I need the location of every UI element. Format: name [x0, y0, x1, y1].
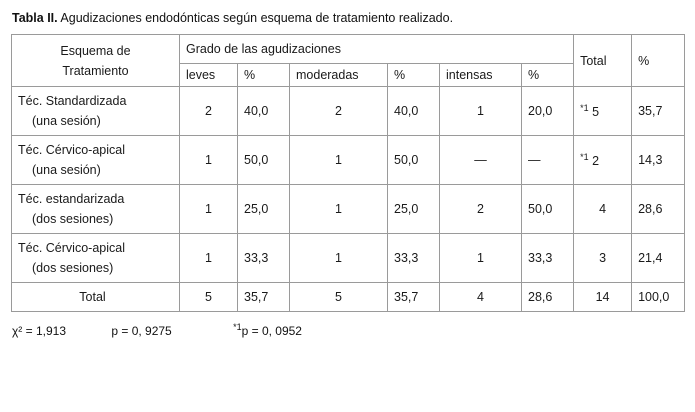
total-moderadas: 5	[290, 283, 388, 312]
cell-total-value: 5	[592, 105, 600, 120]
caption-text: Agudizaciones endodónticas según esquema de tratamiento realizado.	[60, 11, 454, 25]
cell-pct-total: 28,6	[632, 185, 685, 234]
cell-pct-intensas: 33,3	[522, 234, 574, 283]
table-total-row	[12, 283, 685, 312]
cell-pct-intensas: 20,0	[522, 87, 574, 136]
footnote-marker: *1	[233, 322, 242, 332]
table-header-top-row	[12, 35, 685, 64]
header-esquema-line1: Esquema de	[60, 43, 131, 58]
table-row	[12, 136, 685, 185]
header-pct-moderadas: %	[388, 64, 440, 87]
footnote-marker: *1	[580, 102, 589, 113]
total-pct: 100,0	[632, 283, 685, 312]
cell-leves: 1	[180, 136, 238, 185]
cell-pct-leves: 50,0	[238, 136, 290, 185]
cell-leves: 2	[180, 87, 238, 136]
total-pct-moderadas: 35,7	[388, 283, 440, 312]
cell-moderadas: 1	[290, 136, 388, 185]
footnote-p-value-marked	[233, 322, 302, 338]
row-label-line2: (dos sesiones)	[32, 212, 114, 226]
row-label	[12, 185, 180, 234]
cell-intensas: 1	[440, 234, 522, 283]
footnote-chi-square: χ² = 1,913	[12, 324, 66, 338]
cell-pct-leves: 33,3	[238, 234, 290, 283]
row-label-line1: Téc. estandarizada	[18, 192, 125, 206]
cell-pct-leves: 40,0	[238, 87, 290, 136]
cell-moderadas: 1	[290, 185, 388, 234]
row-label	[12, 136, 180, 185]
header-total: Total	[574, 35, 632, 87]
cell-pct-intensas: —	[522, 136, 574, 185]
total-pct-leves: 35,7	[238, 283, 290, 312]
cell-pct-intensas: 50,0	[522, 185, 574, 234]
table-row	[12, 87, 685, 136]
cell-total: 4	[574, 185, 632, 234]
table-footnotes	[12, 322, 685, 338]
cell-total: 3	[574, 234, 632, 283]
row-label-line1: Téc. Cérvico-apical	[18, 143, 125, 157]
table-row	[12, 234, 685, 283]
header-pct-intensas: %	[522, 64, 574, 87]
cell-pct-total: 35,7	[632, 87, 685, 136]
total-leves: 5	[180, 283, 238, 312]
total-row-label: Total	[12, 283, 180, 312]
header-moderadas: moderadas	[290, 64, 388, 87]
header-grado-agudizaciones: Grado de las agudizaciones	[180, 35, 574, 64]
row-label	[12, 87, 180, 136]
header-pct-leves: %	[238, 64, 290, 87]
cell-pct-moderadas: 33,3	[388, 234, 440, 283]
cell-total	[574, 136, 632, 185]
cell-pct-moderadas: 25,0	[388, 185, 440, 234]
cell-pct-total: 21,4	[632, 234, 685, 283]
cell-pct-moderadas: 40,0	[388, 87, 440, 136]
cell-leves: 1	[180, 185, 238, 234]
cell-pct-total: 14,3	[632, 136, 685, 185]
table-caption	[12, 10, 685, 26]
data-table	[11, 34, 685, 312]
row-label	[12, 234, 180, 283]
row-label-line1: Téc. Cérvico-apical	[18, 241, 125, 255]
cell-intensas: 2	[440, 185, 522, 234]
cell-moderadas: 2	[290, 87, 388, 136]
cell-total	[574, 87, 632, 136]
footnote-p-value-marked-text: p = 0, 0952	[241, 324, 302, 338]
cell-moderadas: 1	[290, 234, 388, 283]
cell-intensas: —	[440, 136, 522, 185]
caption-label: Tabla II.	[12, 11, 58, 25]
footnote-p-value: p = 0, 9275	[111, 324, 172, 338]
row-label-line1: Téc. Standardizada	[18, 94, 127, 108]
table-row	[12, 185, 685, 234]
header-intensas: intensas	[440, 64, 522, 87]
row-label-line2: (una sesión)	[32, 114, 101, 128]
cell-total-value: 2	[592, 154, 600, 169]
row-label-line2: (una sesión)	[32, 163, 101, 177]
header-esquema-tratamiento	[12, 35, 180, 87]
header-porcentaje: %	[632, 35, 685, 87]
header-leves: leves	[180, 64, 238, 87]
cell-leves: 1	[180, 234, 238, 283]
total-grand: 14	[574, 283, 632, 312]
row-label-line2: (dos sesiones)	[32, 261, 114, 275]
header-esquema-line2: Tratamiento	[62, 63, 129, 78]
total-pct-intensas: 28,6	[522, 283, 574, 312]
cell-pct-moderadas: 50,0	[388, 136, 440, 185]
total-intensas: 4	[440, 283, 522, 312]
footnote-marker: *1	[580, 151, 589, 162]
cell-pct-leves: 25,0	[238, 185, 290, 234]
cell-intensas: 1	[440, 87, 522, 136]
